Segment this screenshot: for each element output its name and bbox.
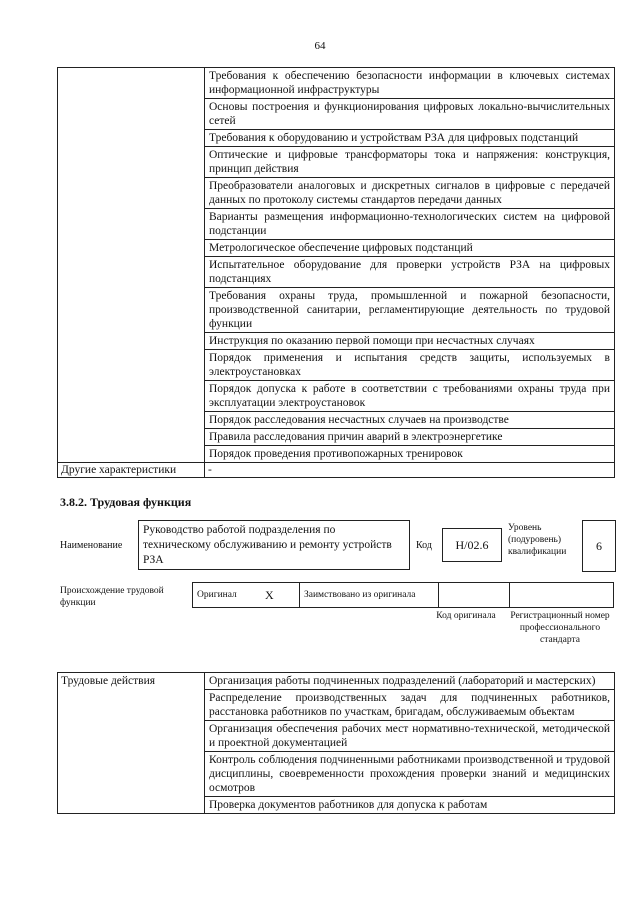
level-value-box: 6 [582,520,616,572]
table-cell: Требования к оборудованию и устройствам РЗА для цифровых подстанций [205,130,615,147]
table-row-other [58,463,615,478]
table-cell: Правила расследования причин аварий в электроэнергетике [205,429,615,446]
table-cell: Порядок допуска к работе в соответствии с требованиями охраны труда при эксплуатации электроустановок [205,381,615,412]
code-original-cell [439,583,510,608]
table-row [193,583,614,608]
table-cell: Метрологическое обеспечение цифровых подстанций [205,240,615,257]
other-characteristics-label: Другие характеристики [58,463,205,478]
table-cell: Оптические и цифровые трансформаторы тока и напряжения: конструкция, принцип действия [205,147,615,178]
table-cell: Варианты размещения информационно-технологических систем на цифровой подстанции [205,209,615,240]
table-cell: Требования к обеспечению безопасности информации в ключевых системах информационной инфраструктуры [205,68,615,99]
origin-label: Происхождение трудовой функции [60,586,164,608]
code-original-caption: Код оригинала [436,611,496,621]
original-label: Оригинал [193,583,262,608]
section-title: 3.8.2. Трудовая функция [60,495,192,509]
function-code-box: Н/02.6 [442,528,502,562]
table-cell: Преобразователи аналоговых и дискретных сигналов в цифровые с передачей данных по протоколу системы стандартов передачи данных [205,178,615,209]
table-cell: Проверка документов работников для допуска к работам [205,797,615,814]
code-label: Код [416,540,432,551]
table-row [58,673,615,690]
table-cell: Порядок проведения противопожарных тренировок [205,446,615,463]
table-cell: Инструкция по оказанию первой помощи при несчастных случаях [205,333,615,350]
table-cell: Требования охраны труда, промышленной и пожарной безопасности, производственной санитарии, регламентирующие деятельность по трудовой функции [205,288,615,333]
table-cell: Основы построения и функционирования цифровых локально-вычислительных сетей [205,99,615,130]
table-cell: Испытательное оборудование для проверки устройств РЗА на цифровых подстанциях [205,257,615,288]
origin-table [192,582,614,608]
actions-table [57,672,615,814]
knowledge-table [57,67,615,478]
level-label: Уровень (подуровень) квалификации [508,523,567,557]
table-cell: Порядок расследования несчастных случаев на производстве [205,412,615,429]
borrowed-label: Заимствовано из оригинала [300,583,439,608]
original-mark: X [261,583,300,608]
table-cell: Организация работы подчиненных подразделений (лабораторий и мастерских) [205,673,615,690]
table-cell: Распределение производственных задач для подчиненных работников, расстановка работников по участкам, бригадам, обслуживаемым объектам [205,690,615,721]
table-cell: Порядок применения и испытания средств защиты, используемых в электроустановках [205,350,615,381]
left-cell-empty [58,68,205,463]
page-number: 64 [314,40,326,52]
reg-number-cell [510,583,614,608]
table-cell: Контроль соблюдения подчиненными работниками производственной и трудовой дисциплины, своевременности прохождения проверки знаний и медицинских осмотров [205,752,615,797]
actions-label: Трудовые действия [58,673,205,814]
table-row [58,68,615,99]
reg-number-caption: Регистрационный номер профессионального стандарта [510,611,610,645]
other-characteristics-value: - [205,463,615,478]
name-label: Наименование [60,540,123,551]
function-name-box: Руководство работой подразделения по техническому обслуживанию и ремонту устройств РЗА [138,520,410,570]
table-cell: Организация обеспечения рабочих мест нормативно-технической, методической и проектной документацией [205,721,615,752]
